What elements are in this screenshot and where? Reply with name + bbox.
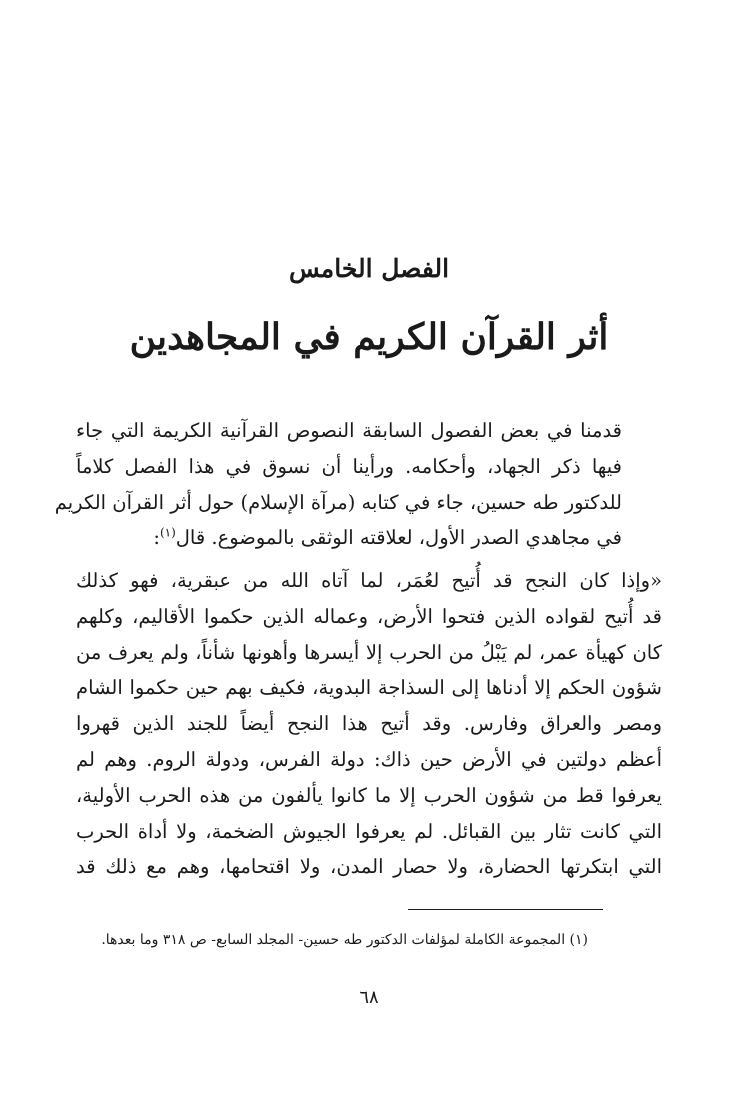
quote-line: كان كهيأة عمر، لم يَبْلُ من الحرب إلا أيسرها وأهونها شأناً، ولم يعرف من [76,640,662,664]
quote-line: شؤون الحكم إلا أدناها إلى السذاجة البدوية، فكيف بهم حين حكموا الشام [76,676,662,700]
quote-paragraph [76,563,662,885]
chapter-title: أثر القرآن الكريم في المجاهدين [129,316,609,358]
intro-line: للدكتور طه حسين، جاء في كتابه (مرآة الإسلام) حول أثر القرآن الكريم [54,490,622,514]
quote-line: قد أُتيح لقواده الذين فتحوا الأرض، وعماله الذين حكموا الأقاليم، وكلهم [76,604,662,628]
intro-line: فيها ذكر الجهاد، وأحكامه. ورأينا أن نسوق في هذا الفصل كلاماً [76,454,622,478]
quote-line: أعظم دولتين في الأرض حين ذاك: دولة الفرس، ودولة الروم. وهم لم [76,747,662,771]
intro-paragraph [54,413,662,556]
footnote: (١) المجموعة الكاملة لمؤلفات الدكتور طه حسين- المجلد السابع- ص ٣١٨ وما بعدها. [101,932,588,948]
quote-line: «وإذا كان النجح قد أُتيح لعُمَر، لما آتاه الله من عبقرية، فهو كذلك [76,569,662,592]
quote-line: التي ابتكرتها الحضارة، ولا حصار المدن، ولا اقتحامها، وهم مع ذلك قد [76,855,662,879]
footnote-divider [408,909,603,910]
intro-line-last [76,520,662,556]
page-number: ٦٨ [359,987,379,1008]
intro-line: في مجاهدي الصدر الأول، لعلاقته الوثقى بالموضوع. قال [175,526,622,550]
intro-colon: : [153,526,160,550]
chapter-label: الفصل الخامس [288,254,450,283]
quote-line: يعرفوا قط من شؤون الحرب إلا ما كانوا يألفون من هذه الحرب الأولية، [76,783,662,807]
intro-line: قدمنا في بعض الفصول السابقة النصوص القرآنية الكريمة التي جاء [76,419,622,442]
quote-line: التي كانت تثار بين القبائل. لم يعرفوا الجيوش الضخمة، ولا أداة الحرب [76,819,662,843]
footnote-reference[interactable]: (١) [159,525,176,540]
quote-line: ومصر والعراق وفارس. وقد أتيح هذا النجح أيضاً للجند الذين قهروا [76,712,662,736]
